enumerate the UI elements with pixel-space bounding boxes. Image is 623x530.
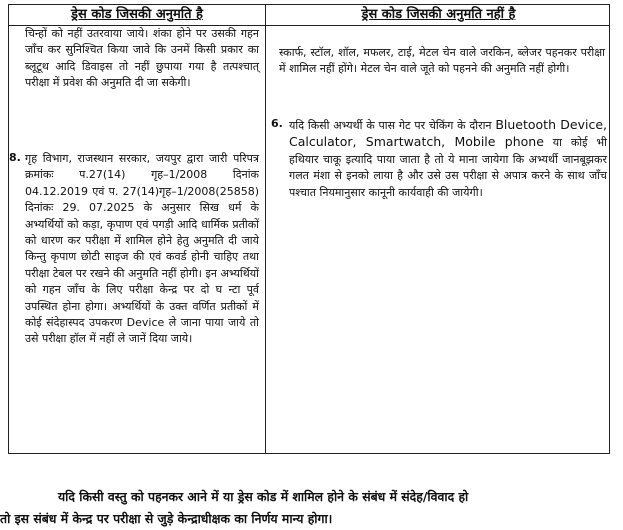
footer-line-2: तो इस संबंध में केन्द्र पर परीक्षा से जुड़े केन्द्राधीक्षक का निर्णय मान्य होगा। xyxy=(0,511,333,526)
header-allowed: ड्रेस कोड जिसकी अनुमति है xyxy=(71,7,203,22)
right-item6-text xyxy=(289,117,607,201)
left-item8-text: गृह विभाग, राजस्थान सरकार, जयपुर द्वारा जारी परिपत्र क्रमांकः प.27(14) गृह–1/2008 दिनांक 04.12.2019 एवं प. 27(14)गृह–1/2008(25858) दिनांकः 29. 07.2025 के अनुसार सिख धर्म के अभ्यर्थियों को कड़ा, कृपाण एवं पगड़ी आदि धार्मिक प्रतीकों को धारण कर परीक्षा में शामिल होने हेतु अनुमति दी जाये किन्तु कृपाण छोटी साइज की एवं कवर्ड होनी चाहिए तथा परीक्षा टेबल पर रखने की अनुमति नहीं होगी। इन अभ्यर्थियों को गहन जाँच के लिए परीक्षा केन्द्र पर दो घ न्टा पूर्व उपस्थित होना होगा। अभ्यर्थियों के उक्त वर्णित प्रतीकों में कोई संदेहास्पद उपकरण Device ले जाना पाया जाये तो उसे परीक्षा हॉल में नहीं ले जानें दिया जाये। xyxy=(25,152,259,346)
right-item6-rest: या कोई भी हथियार चाकू इत्यादि पाया जाता है तो ये माना जायेगा कि अभ्यर्थी जानबूझकर गलत मंशा से इनको लाया है और उसे उस परीक्षा से अपात्र करने के साथ जाँच पश्चात नियमानुसार कानूनी कार्यवाही की जायेगी। xyxy=(289,136,607,199)
right-item6-number: 6. xyxy=(271,117,283,130)
dress-code-table xyxy=(8,4,610,454)
footer-line-1: यदि किसी वस्तु को पहनकर आने में या ड्रेस कोड में शामिल होने के संबंध में संदेह/विवाद हो xyxy=(58,489,469,504)
table-header-row xyxy=(9,5,609,26)
header-not-allowed: ड्रेस कोड जिसकी अनुमति नहीं है xyxy=(361,7,516,22)
column-divider xyxy=(265,5,266,453)
right-item6-lead: यदि किसी अभ्यर्थी के पास गेट पर चेकिंग के दौरान xyxy=(289,119,492,132)
right-item6-devices: Bluetooth Device, Calculator, Smartwatch, Mobile phone xyxy=(289,117,607,150)
right-continuation-text: स्कार्फ, स्टॉल, शॉल, मफलर, टाई, मेटल चेन वाले जरकिन, ब्लेजर पहनकर परीक्षा में शामिल नहीं होंगे। मेटल चेन वाले जूते को पहनने की अनुमति नहीं होगी। xyxy=(279,46,605,76)
left-continuation-text: चिन्हों को नहीं उतरवाया जाये। शंका होने पर उसकी गहन जाँच कर सुनिश्चित किया जावे कि उनमें किसी प्रकार का ब्लूटूथ आदि डिवाइस तो नहीं छुपाया गया है तत्पश्चात् परीक्षा में प्रवेश की अनुमति दी जा सकेगी। xyxy=(25,27,259,90)
left-item8-number: 8. xyxy=(9,151,21,164)
